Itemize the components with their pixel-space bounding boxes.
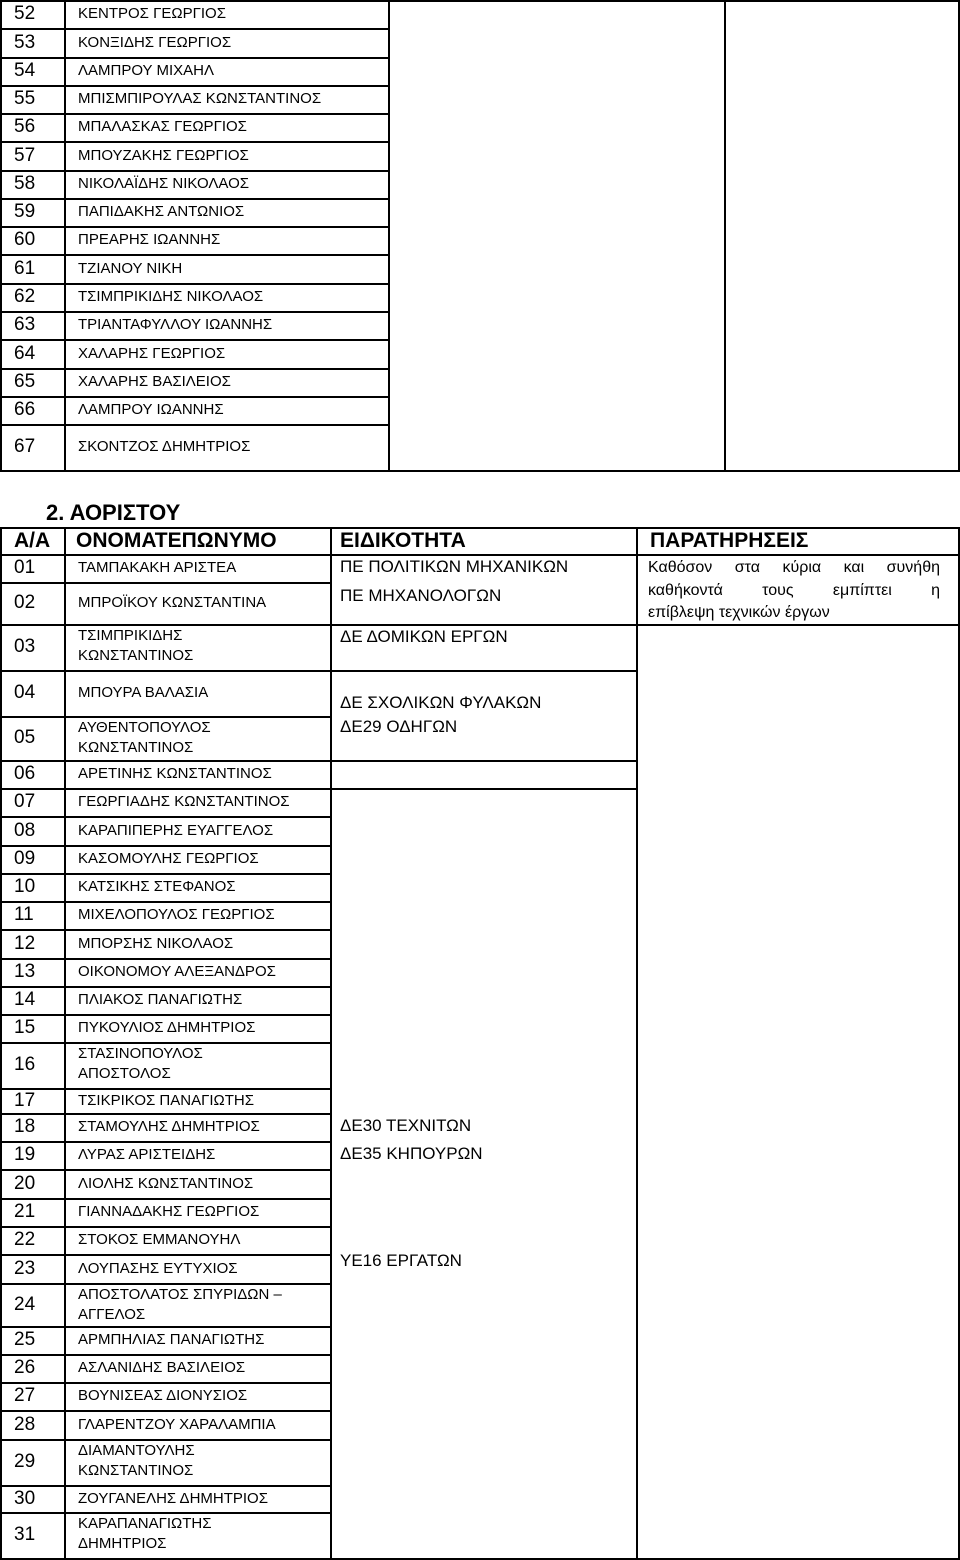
row-number: 11: [14, 904, 34, 925]
row-number: 28: [14, 1413, 36, 1435]
row-number: 08: [14, 819, 36, 841]
row-number: 54: [14, 60, 36, 81]
remarks-line-3: επίβλεψη τεχνικών έργων: [648, 604, 830, 621]
row-name-line2: ΑΓΓΕΛΟΣ: [78, 1306, 146, 1323]
row-number: 27: [14, 1385, 36, 1406]
row-number: 29: [14, 1451, 36, 1472]
row-number: 01: [14, 557, 36, 578]
row-name: ΤΡΙΑΝΤΑΦΥΛΛΟΥ ΙΩΑΝΝΗΣ: [78, 316, 273, 333]
remarks-line-2: καθήκοντά τους εμπίπτει η: [648, 582, 940, 599]
row-number: 07: [14, 791, 36, 812]
row-name: ΑΥΘΕΝΤΟΠΟΥΛΟΣ: [78, 719, 211, 736]
row-name: ΓΛΑΡΕΝΤΖΟΥ ΧΑΡΑΛΑΜΠΙΑ: [78, 1415, 276, 1433]
specialty-de-domikon: ΔΕ ΔΟΜΙΚΩΝ ΕΡΓΩΝ: [340, 627, 508, 646]
row-name: ΜΠΑΛΑΣΚΑΣ ΓΕΩΡΓΙΟΣ: [78, 118, 247, 135]
row-name-line2: ΚΩΝΣΤΑΝΤΙΝΟΣ: [78, 647, 194, 664]
row-name: ΜΠΙΣΜΠΙΡΟΥΛΑΣ ΚΩΝΣΤΑΝΤΙΝΟΣ: [78, 90, 322, 107]
row-name: ΑΣΛΑΝΙΔΗΣ ΒΑΣΙΛΕΙΟΣ: [78, 1359, 246, 1376]
remarks-line-1: Καθόσον στα κύρια και συνήθη: [648, 559, 940, 576]
row-number: 63: [14, 314, 36, 335]
row-number: 58: [14, 173, 36, 194]
row-number: 66: [14, 399, 36, 420]
row-number: 05: [14, 727, 36, 748]
row-name: ΜΠΡΟΪΚΟΥ ΚΩΝΣΤΑΝΤΙΝΑ: [78, 594, 267, 611]
row-name: ΚΑΡΑΠΑΝΑΓΙΩΤΗΣ: [78, 1515, 212, 1532]
row-number: 52: [14, 3, 36, 24]
row-name: ΒΟΥΝΙΣΕΑΣ ΔΙΟΝΥΣΙΟΣ: [78, 1387, 248, 1404]
row-number: 59: [14, 201, 36, 222]
row-name: ΜΠΟΥΖΑΚΗΣ ΓΕΩΡΓΙΟΣ: [78, 146, 249, 164]
row-name: ΚΑΤΣΙΚΗΣ ΣΤΕΦΑΝΟΣ: [78, 878, 236, 895]
row-name: ΑΡΕΤΙΝΗΣ ΚΩΝΣΤΑΝΤΙΝΟΣ: [78, 765, 272, 782]
row-number: 53: [14, 31, 36, 53]
header-name: ΟΝΟΜΑΤΕΠΩΝΥΜΟ: [76, 529, 277, 552]
row-number: 17: [14, 1089, 36, 1111]
row-name-line2: ΔΗΜΗΤΡΙΟΣ: [78, 1535, 167, 1552]
row-name-line2: ΚΩΝΣΤΑΝΤΙΝΟΣ: [78, 739, 194, 756]
row-name-line2: ΚΩΝΣΤΑΝΤΙΝΟΣ: [78, 1462, 194, 1479]
section-title: 2. ΑΟΡΙΣΤΟΥ: [46, 500, 181, 525]
row-name: ΠΥΚΟΥΛΙΟΣ ΔΗΜΗΤΡΙΟΣ: [78, 1019, 256, 1036]
row-name: ΠΡΕΑΡΗΣ ΙΩΑΝΝΗΣ: [78, 231, 221, 248]
row-name: ΣΤΑΜΟΥΛΗΣ ΔΗΜΗΤΡΙΟΣ: [78, 1118, 260, 1135]
row-number: 03: [14, 636, 36, 657]
row-name: ΔΙΑΜΑΝΤΟΥΛΗΣ: [78, 1442, 195, 1459]
specialty-de35: ΔΕ35 ΚΗΠΟΥΡΩΝ: [340, 1144, 483, 1163]
row-number: 57: [14, 144, 36, 166]
row-name: ΣΤΟΚΟΣ ΕΜΜΑΝΟΥΗΛ: [78, 1231, 241, 1248]
row-name: ΧΑΛΑΡΗΣ ΓΕΩΡΓΙΟΣ: [78, 344, 226, 362]
row-name: ΠΑΠΙΔΑΚΗΣ ΑΝΤΩΝΙΟΣ: [78, 203, 245, 220]
row-name: ΟΙΚΟΝΟΜΟΥ ΑΛΕΞΑΝΔΡΟΣ: [78, 963, 276, 980]
row-number: 21: [14, 1201, 36, 1222]
row-number: 30: [14, 1487, 36, 1509]
row-name: ΤΑΜΠΑΚΑΚΗ ΑΡΙΣΤΕΑ: [78, 559, 237, 576]
row-name: ΜΠΟΡΣΗΣ ΝΙΚΟΛΑΟΣ: [78, 934, 234, 952]
row-number: 16: [14, 1054, 36, 1075]
row-number: 13: [14, 961, 36, 982]
row-name: ΛΑΜΠΡΟΥ ΙΩΑΝΝΗΣ: [78, 401, 224, 418]
row-number: 23: [14, 1257, 36, 1279]
row-name: ΚΑΡΑΠΙΠΕΡΗΣ ΕΥΑΓΓΕΛΟΣ: [78, 821, 274, 839]
row-name: ΤΣΙΚΡΙΚΟΣ ΠΑΝΑΓΙΩΤΗΣ: [78, 1091, 255, 1109]
row-name: ΜΙΧΕΛΟΠΟΥΛΟΣ ΓΕΩΡΓΙΟΣ: [78, 906, 275, 923]
specialty-de30: ΔΕ30 ΤΕΧΝΙΤΩΝ: [340, 1116, 472, 1135]
row-name: ΖΟΥΓΑΝΕΛΗΣ ΔΗΜΗΤΡΙΟΣ: [78, 1489, 268, 1507]
row-number: 65: [14, 371, 36, 392]
row-number: 09: [14, 848, 36, 869]
header-specialty: ΕΙΔΙΚΟΤΗΤΑ: [340, 529, 466, 552]
row-number: 22: [14, 1229, 36, 1250]
row-name: ΤΣΙΜΠΡΙΚΙΔΗΣ ΝΙΚΟΛΑΟΣ: [78, 288, 264, 305]
row-name: ΛΑΜΠΡΟΥ ΜΙΧΑΗΛ: [78, 62, 214, 79]
row-name: ΛΟΥΠΑΣΗΣ ΕΥΤΥΧΙΟΣ: [78, 1259, 238, 1277]
row-number: 10: [14, 876, 36, 897]
header-aa: Α/Α: [14, 529, 51, 552]
row-number: 64: [14, 342, 36, 364]
row-number: 61: [14, 257, 36, 279]
row-number: 18: [14, 1116, 36, 1137]
row-name: ΤΣΙΜΠΡΙΚΙΔΗΣ: [78, 627, 183, 644]
row-number: 24: [14, 1293, 36, 1315]
specialty-ye16: ΥΕ16 ΕΡΓΑΤΩΝ: [340, 1251, 462, 1270]
row-number: 60: [14, 229, 36, 250]
row-name: ΚΑΣΟΜΟΥΛΗΣ ΓΕΩΡΓΙΟΣ: [78, 850, 259, 867]
row-name: ΤΖΙΑΝΟΥ ΝΙΚΗ: [78, 259, 183, 277]
row-name: ΧΑΛΑΡΗΣ ΒΑΣΙΛΕΙΟΣ: [78, 373, 231, 390]
specialty-pe-mixanologon: ΠΕ ΜΗΧΑΝΟΛΟΓΩΝ: [340, 586, 502, 605]
row-name: ΓΕΩΡΓΙΑΔΗΣ ΚΩΝΣΤΑΝΤΙΝΟΣ: [78, 793, 290, 810]
row-number: 12: [14, 932, 36, 954]
row-name: ΝΙΚΟΛΑΪΔΗΣ ΝΙΚΟΛΑΟΣ: [78, 175, 250, 192]
row-name: ΓΙΑΝΝΑΔΑΚΗΣ ΓΕΩΡΓΙΟΣ: [78, 1203, 260, 1220]
header-remarks: ΠΑΡΑΤΗΡΗΣΕΙΣ: [650, 529, 809, 552]
row-name: ΛΙΟΛΗΣ ΚΩΝΣΤΑΝΤΙΝΟΣ: [78, 1174, 254, 1192]
row-name: ΑΠΟΣΤΟΛΑΤΟΣ ΣΠΥΡΙΔΩΝ –: [78, 1286, 282, 1303]
row-number: 15: [14, 1017, 36, 1038]
row-number: 14: [14, 989, 36, 1010]
row-number: 19: [14, 1144, 36, 1165]
specialty-pe-politikon: ΠΕ ΠΟΛΙΤΙΚΩΝ ΜΗΧΑΝΙΚΩΝ: [340, 557, 569, 576]
row-number: 06: [14, 763, 36, 784]
row-number: 04: [14, 682, 36, 703]
row-name-line2: ΑΠΟΣΤΟΛΟΣ: [78, 1065, 171, 1082]
row-name: ΛΥΡΑΣ ΑΡΙΣΤΕΙΔΗΣ: [78, 1146, 216, 1163]
row-number: 67: [14, 436, 36, 457]
specialty-de-sxolikon: ΔΕ ΣΧΟΛΙΚΩΝ ΦΥΛΑΚΩΝ: [340, 693, 542, 712]
row-number: 31: [14, 1524, 36, 1545]
row-number: 56: [14, 116, 36, 137]
row-name: ΣΚΟΝΤΖΟΣ ΔΗΜΗΤΡΙΟΣ: [78, 438, 251, 455]
row-name: ΚΕΝΤΡΟΣ ΓΕΩΡΓΙΟΣ: [78, 5, 226, 22]
row-name: ΜΠΟΥΡΑ ΒΑΛΑΣΙΑ: [78, 684, 209, 701]
row-number: 26: [14, 1357, 36, 1378]
row-name: ΚΟΝΞΙΔΗΣ ΓΕΩΡΓΙΟΣ: [78, 33, 232, 51]
row-name: ΠΛΙΑΚΟΣ ΠΑΝΑΓΙΩΤΗΣ: [78, 991, 243, 1008]
row-number: 25: [14, 1329, 36, 1350]
specialty-de29: ΔΕ29 ΟΔΗΓΩΝ: [340, 717, 458, 736]
row-name: ΑΡΜΠΗΛΙΑΣ ΠΑΝΑΓΙΩΤΗΣ: [78, 1331, 265, 1348]
row-number: 62: [14, 286, 36, 307]
row-number: 20: [14, 1172, 36, 1194]
row-name: ΣΤΑΣΙΝΟΠΟΥΛΟΣ: [78, 1045, 203, 1062]
row-number: 55: [14, 88, 36, 109]
row-number: 02: [14, 592, 36, 613]
